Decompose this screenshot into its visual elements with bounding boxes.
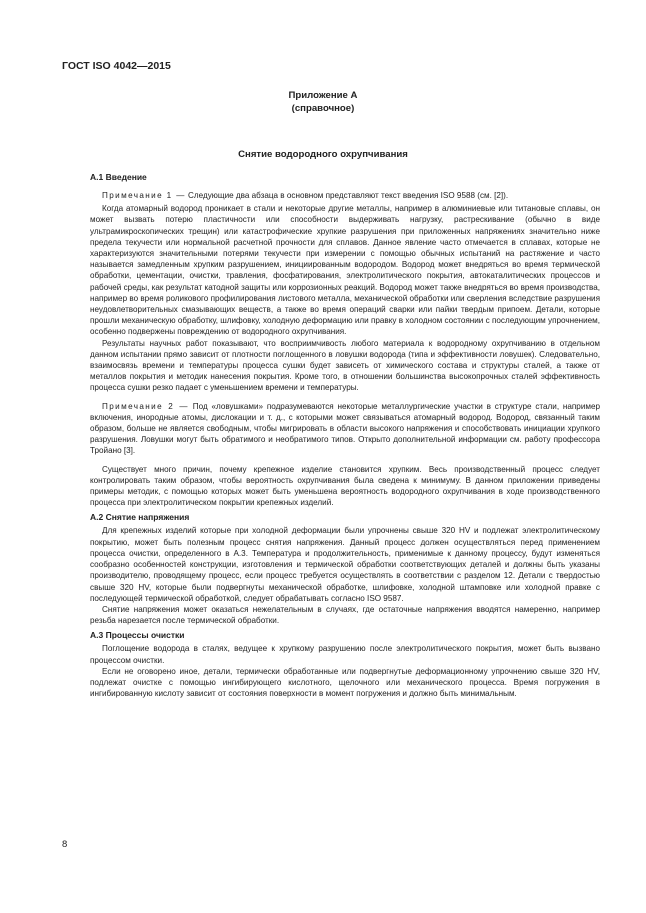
paragraph-a3-1: Поглощение водорода в сталях, ведущее к хрупкому разрушению после электролитического покрытия, может быть вызвано процессом очистки. [90, 644, 600, 665]
paragraph-a1-1: Когда атомарный водород проникает в стали и некоторые другие металлы, например в алюминиевые или титановые сплавы, он может вызвать потерю пластичности или способности выдерживать нагрузку, растрескивание (обычно в виде ультрамикроскопических трещин) или катастрофические хрупкие разрушения при приложенных напряжениях значительно ниже предела текучести или нормальной расчетной прочности для сплавов. Данное явление часто отмечается в сплавах, которые не характеризуются значительными потерями текучести при измерении с помощью обычных испытаний на растяжение и часто называется замедленным хрупким разрушением, инициированным водородом. Водород может внедряться во время термической обработки, цементации, очистки, травления, фосфатирования, электролитического покрытия, автокаталитических процессов и рабочей среды, как результат катодной защиты или коррозионных реакций. Водород может также внедряться во время производства, например во время роликового профилирования листового металла, механической обработки или сверления вследствие разрушения неудовлетворительных смазывающих веществ, а также во время операций сварки или пайки твердым припоем. Детали, которые прошли механическую обработку, шлифовку, холодную деформацию или правку в холодном состоянии с последующим упрочнением, особенно подвержены повреждению от водородного охрупчивания. [90, 204, 600, 337]
note-1 [90, 190, 600, 201]
annex-title: Снятие водородного охрупчивания [238, 149, 408, 160]
note-2 [90, 401, 600, 457]
paragraph-a1-3: Существует много причин, почему крепежное изделие становится хрупким. Весь производственный процесс следует контролировать таким образом, чтобы вероятность охрупчивания была сведена к минимуму. В данном приложении приведены примеры методик, с помощью которых может быть уменьшена вероятность водородного охрупчивания в ходе производственного процесса при электролитическом покрытии крепежных изделий. [90, 464, 600, 508]
note-1-label: Примечание 1 — [102, 191, 186, 200]
paragraph-a2-1: Для крепежных изделий которые при холодной деформации были упрочнены свыше 320 HV и подлежат электролитическому покрытию, может быть полезным процесс снятия напряжения. Данный процесс должен осуществляться перед применением процесса очистки, определенного в А.3. Температура и продолжительность, применимые к данному процессу, будут изменяться сообразно особенностей конструкции, изготовления и термической обработки соответствующих деталей и должны быть указаны производителю, проводящему процесс, если процесс требуется осуществлять в соответствии с разделом 12. Детали с твердостью свыше 320 HV, которые были подвергнуты механической обработке, шлифовке, холодной штамповке или холодной правке с последующей термической обработкой, следует обрабатывать согласно ISO 9587. [90, 526, 600, 603]
paragraph-a3-2: Если не оговорено иное, детали, термически обработанные или подвергнутые деформационному упрочнению свыше 320 HV, подлежат очистке с помощью ингибирующего кислотного, щелочного или механического процесса. Время погружения в ингибированную кислоту зависит от состояния поверхности в момент погружения и должно быть минимальным. [90, 666, 600, 699]
note-2-text: Под «ловушками» подразумеваются некоторые металлургические участки в структуре стали, например включения, инородные атомы, дислокации и т. д., с которыми может связываться атомарный водород. Водород, связанный таким образом, больше не является свободным, чтобы мигрировать в области высокого напряжения и способствовать инициации хрупкого разрушения. Ловушки могут быть обратимого и необратимого типов. Открыто дополнительной информации см. работу профессора Тройано [3]. [90, 401, 600, 456]
document-body [90, 168, 600, 699]
document-code: ГОСТ ISO 4042—2015 [62, 60, 171, 72]
annex-label: Приложение А [288, 90, 358, 101]
paragraph-a1-2: Результаты научных работ показывают, что восприимчивость любого материала к водородному охрупчиванию в отдельном данном испытании прямо зависит от плотности поглощенного в ловушки водорода (типа и эффективности ловушек). Следовательно, взаимосвязь времени и температуры процесса сушки будет зависеть от химического состава и структуры сталей, а также от металлов покрытия и методик нанесения покрытия. Кроме того, в отношении большинства высокопрочных сталей эффективность процесса сушки резко падает с уменьшением времени и температуры. [90, 338, 600, 393]
note-1-text: Следующие два абзаца в основном представляют текст введения ISO 9588 (см. [2]). [185, 191, 509, 200]
annex-header [0, 89, 646, 115]
page-number: 8 [62, 839, 68, 850]
section-a3-heading: А.3 Процессы очистки [90, 630, 185, 641]
section-a1-heading: А.1 Введение [90, 172, 147, 182]
paragraph-a2-2: Снятие напряжения может оказаться нежелательным в случаях, где остаточные напряжения вводятся намеренно, например резьба нарезается после термической обработки. [90, 604, 600, 626]
section-a2-heading: А.2 Снятие напряжения [90, 512, 190, 523]
annex-type: (справочное) [291, 103, 355, 114]
note-2-label: Примечание 2 — [102, 401, 189, 411]
